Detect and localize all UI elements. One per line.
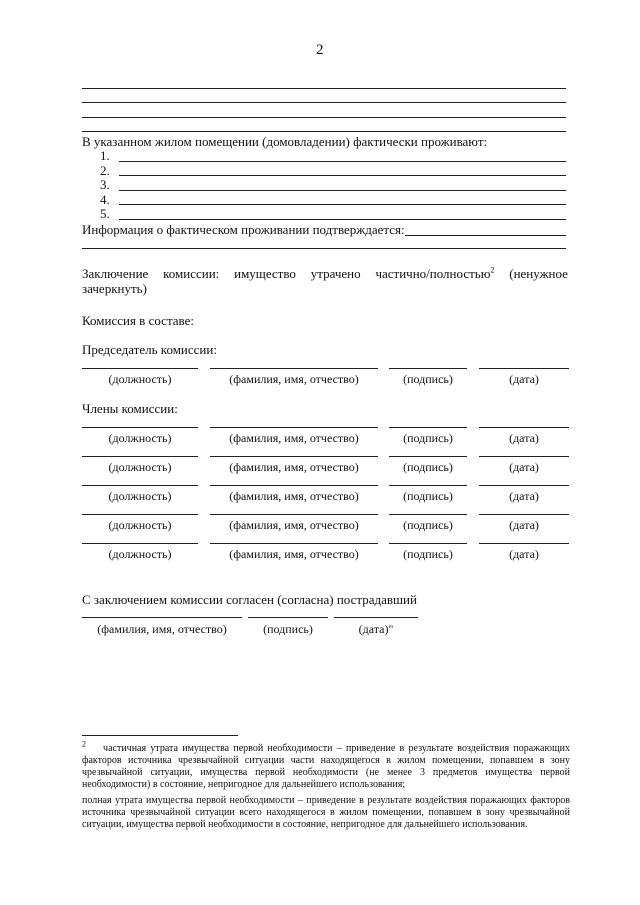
- member-signature-row-full-name-line: [210, 514, 378, 515]
- member-signature-row-position-caption: (должность): [108, 547, 172, 561]
- conclusion-word: имущество: [234, 266, 296, 281]
- victim-signature-caption: (подпись): [263, 622, 313, 636]
- member-signature-row-signature-line: [389, 485, 467, 486]
- member-signature-row-full-name-line: [210, 485, 378, 486]
- footnote-separator: [82, 735, 238, 736]
- member-signature-row-position-line: [82, 456, 198, 457]
- resident-line: [119, 219, 566, 220]
- victim-name-line: [82, 617, 242, 618]
- victim-date-caption: (дата)": [358, 622, 394, 636]
- resident-line: [119, 161, 566, 162]
- resident-line: [119, 190, 566, 191]
- resident-number: 3.: [100, 177, 110, 192]
- resident-number: 4.: [100, 192, 110, 207]
- member-signature-row-position-caption: (должность): [108, 489, 172, 503]
- member-signature-row-date-caption: (дата): [509, 460, 539, 474]
- commission-label: Комиссия в составе:: [82, 313, 194, 328]
- member-signature-row-position-caption: (должность): [108, 460, 172, 474]
- member-signature-row-position-caption: (должность): [108, 431, 172, 445]
- conclusion-word: комиссии:: [163, 266, 220, 281]
- member-signature-row-signature-caption: (подпись): [403, 460, 453, 474]
- resident-number: 2.: [100, 163, 110, 178]
- member-signature-row-position-line: [82, 427, 198, 428]
- chairman-signature-row-signature-line: [389, 368, 467, 369]
- member-signature-row-signature-line: [389, 514, 467, 515]
- residents-heading: В указанном жилом помещении (домовладении) фактически проживают:: [82, 134, 488, 149]
- member-signature-row-full-name-caption: (фамилия, имя, отчество): [229, 518, 359, 532]
- member-signature-row-date-line: [479, 427, 569, 428]
- members-label: Члены комиссии:: [82, 401, 178, 416]
- victim-date-line: [334, 617, 418, 618]
- footnote-partial-text: частичная утрата имущества первой необходимости – приведение в результате воздействия поражающих факторов источника чрезвычайной ситуации части находящегося в жилом помещении, попавшем в зону чрезвычайной ситуации, имущества первой необходимости (не менее 3 предметов имущества первой необходимости) в состояние, непригодное для дальнейшего использования;: [82, 743, 571, 790]
- chairman-signature-row-date-line: [479, 368, 569, 369]
- resident-line: [119, 175, 566, 176]
- member-signature-row-signature-caption: (подпись): [403, 431, 453, 445]
- conclusion-line: [82, 266, 568, 281]
- blank-line: [82, 88, 566, 89]
- confirmation-label: Информация о фактическом проживании подтверждается:: [82, 222, 405, 237]
- member-signature-row-position-line: [82, 543, 198, 544]
- blank-line: [82, 248, 566, 249]
- footnote-number: 2: [82, 739, 86, 749]
- member-signature-row-position-line: [82, 514, 198, 515]
- member-signature-row-date-caption: (дата): [509, 489, 539, 503]
- conclusion-word: частично/полностью: [375, 266, 491, 281]
- victim-signature-line: [248, 617, 328, 618]
- blank-line: [82, 117, 566, 118]
- member-signature-row-full-name-caption: (фамилия, имя, отчество): [229, 547, 359, 561]
- member-signature-row-signature-line: [389, 427, 467, 428]
- chairman-signature-row-date-caption: (дата): [509, 372, 539, 386]
- conclusion-word: Заключение: [82, 266, 149, 281]
- chairman-label: Председатель комиссии:: [82, 342, 217, 357]
- member-signature-row-signature-line: [389, 456, 467, 457]
- member-signature-row-signature-caption: (подпись): [403, 518, 453, 532]
- conclusion-word: утрачено: [310, 266, 361, 281]
- member-signature-row-date-line: [479, 485, 569, 486]
- member-signature-row-signature-caption: (подпись): [403, 547, 453, 561]
- footnote-full: полная утрата имущества первой необходимости – приведение в результате воздействия поражающих факторов источника чрезвычайной ситуации всего находящегося в жилом помещении, попавшем в зону чрезвычайной ситуации, имущества первой необходимости в состояние, непригодное для дальнейшего использования.: [82, 795, 570, 830]
- member-signature-row-date-caption: (дата): [509, 518, 539, 532]
- victim-statement: С заключением комиссии согласен (согласна) пострадавший: [82, 592, 417, 607]
- member-signature-row-full-name-line: [210, 456, 378, 457]
- member-signature-row-full-name-caption: (фамилия, имя, отчество): [229, 431, 359, 445]
- chairman-signature-row-full-name-caption: (фамилия, имя, отчество): [229, 372, 359, 386]
- member-signature-row-date-line: [479, 456, 569, 457]
- chairman-signature-row-signature-caption: (подпись): [403, 372, 453, 386]
- blank-line: [82, 102, 566, 103]
- member-signature-row-date-line: [479, 514, 569, 515]
- resident-line: [119, 204, 566, 205]
- member-signature-row-signature-caption: (подпись): [403, 489, 453, 503]
- conclusion-line2: зачеркнуть): [82, 281, 147, 296]
- member-signature-row-date-caption: (дата): [509, 431, 539, 445]
- chairman-signature-row-full-name-line: [210, 368, 378, 369]
- member-signature-row-full-name-caption: (фамилия, имя, отчество): [229, 460, 359, 474]
- chairman-signature-row-position-line: [82, 368, 198, 369]
- confirmation-line: [405, 235, 566, 236]
- member-signature-row-position-caption: (должность): [108, 518, 172, 532]
- page-number: 2: [316, 42, 324, 58]
- conclusion-word: (ненужное: [509, 266, 568, 281]
- blank-line: [82, 131, 566, 132]
- member-signature-row-full-name-line: [210, 543, 378, 544]
- chairman-signature-row-position-caption: (должность): [108, 372, 172, 386]
- member-signature-row-full-name-caption: (фамилия, имя, отчество): [229, 489, 359, 503]
- resident-number: 5.: [100, 206, 110, 221]
- member-signature-row-date-caption: (дата): [509, 547, 539, 561]
- member-signature-row-signature-line: [389, 543, 467, 544]
- conclusion-word-with-note: [375, 266, 494, 281]
- footnote-partial: [82, 739, 571, 791]
- footnote-mark: 2: [490, 265, 495, 275]
- member-signature-row-full-name-line: [210, 427, 378, 428]
- member-signature-row-position-line: [82, 485, 198, 486]
- victim-name-caption: (фамилия, имя, отчество): [97, 622, 227, 636]
- member-signature-row-date-line: [479, 543, 569, 544]
- resident-number: 1.: [100, 148, 110, 163]
